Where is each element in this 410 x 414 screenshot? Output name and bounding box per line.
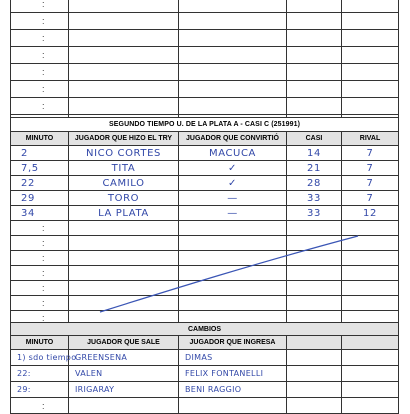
header-empty-2 <box>342 336 399 350</box>
header-change-minuto: MINUTO <box>11 336 69 350</box>
substitution-row <box>11 382 399 398</box>
score-cell-rival <box>342 191 399 206</box>
score-cell-try <box>69 206 179 221</box>
empty-cell <box>287 81 342 98</box>
minute-colon: : <box>42 67 45 77</box>
empty-cell <box>69 0 179 13</box>
score-value-conv: ✓ <box>228 177 237 189</box>
score-cell-casi <box>287 251 342 266</box>
score-cell-casi <box>287 161 342 176</box>
substitution-value-ingresa: BENI RAGGIO <box>185 385 242 394</box>
score-cell-conv <box>179 221 287 236</box>
minute-colon: : <box>42 0 45 9</box>
score-cell-conv <box>179 236 287 251</box>
score-cell-casi <box>287 266 342 281</box>
score-value-try: TORO <box>107 192 140 204</box>
score-value-conv: ✓ <box>228 162 237 174</box>
empty-cell <box>342 13 399 30</box>
score-cell-casi <box>287 206 342 221</box>
empty-cell <box>69 64 179 81</box>
score-cell-minuto <box>11 296 69 311</box>
score-row <box>11 161 399 176</box>
score-row <box>11 266 399 281</box>
score-cell-rival <box>342 281 399 296</box>
score-value-minuto: : <box>42 238 45 248</box>
score-value-minuto: 2 <box>21 147 28 159</box>
score-cell-conv <box>179 146 287 161</box>
first-half-blank-table <box>10 0 399 132</box>
first-half-row <box>11 98 399 115</box>
empty-cell <box>179 0 287 13</box>
score-cell-conv <box>179 161 287 176</box>
second-half-table <box>10 117 399 326</box>
substitutions-table <box>10 322 399 414</box>
substitution-value-minuto: 1) sdo tiempo <box>17 353 77 362</box>
empty-cell <box>287 398 342 414</box>
empty-cell <box>69 30 179 47</box>
score-cell-minuto <box>11 236 69 251</box>
header-ingresa: JUGADOR QUE INGRESA <box>179 336 287 350</box>
empty-cell <box>342 47 399 64</box>
score-row <box>11 191 399 206</box>
score-cell-casi <box>287 191 342 206</box>
score-cell-rival <box>342 221 399 236</box>
first-half-row <box>11 47 399 64</box>
empty-cell <box>342 64 399 81</box>
score-cell-minuto <box>11 146 69 161</box>
score-row <box>11 296 399 311</box>
substitution-cell-ingresa <box>179 398 287 414</box>
score-value-minuto: : <box>42 283 45 293</box>
substitution-cell-ingresa <box>179 350 287 366</box>
score-cell-minuto <box>11 251 69 266</box>
empty-cell <box>287 98 342 115</box>
empty-cell <box>342 81 399 98</box>
score-value-minuto: : <box>42 223 45 233</box>
empty-cell <box>342 398 399 414</box>
score-value-conv: — <box>227 192 238 204</box>
score-cell-conv <box>179 281 287 296</box>
empty-cell <box>342 0 399 13</box>
empty-cell <box>342 30 399 47</box>
empty-cell <box>11 47 69 64</box>
score-cell-casi <box>287 176 342 191</box>
minute-colon: : <box>42 50 45 60</box>
score-cell-minuto <box>11 161 69 176</box>
empty-cell <box>342 366 399 382</box>
empty-cell <box>179 47 287 64</box>
empty-cell <box>69 98 179 115</box>
score-cell-try <box>69 146 179 161</box>
substitution-row <box>11 366 399 382</box>
substitution-row <box>11 398 399 414</box>
substitution-value-ingresa: FELIX FONTANELLI <box>185 369 264 378</box>
score-value-minuto: 22 <box>21 177 35 189</box>
substitution-row <box>11 350 399 366</box>
header-empty-1 <box>287 336 342 350</box>
score-value-rival: 7 <box>366 147 374 159</box>
empty-cell <box>287 382 342 398</box>
score-value-minuto: 29 <box>21 192 35 204</box>
score-cell-try <box>69 161 179 176</box>
score-cell-conv <box>179 191 287 206</box>
empty-cell <box>287 0 342 13</box>
score-cell-conv <box>179 251 287 266</box>
empty-cell <box>342 350 399 366</box>
empty-cell <box>287 64 342 81</box>
minute-colon: : <box>42 84 45 94</box>
score-cell-conv <box>179 176 287 191</box>
substitution-cell-sale <box>69 350 179 366</box>
first-half-row <box>11 30 399 47</box>
score-cell-casi <box>287 146 342 161</box>
header-casi: CASI <box>287 132 342 146</box>
score-cell-try <box>69 296 179 311</box>
score-value-conv: MACUCA <box>208 147 257 159</box>
score-value-rival: 12 <box>363 207 377 219</box>
score-cell-minuto <box>11 266 69 281</box>
substitution-cell-ingresa <box>179 366 287 382</box>
score-cell-rival <box>342 146 399 161</box>
header-minuto: MINUTO <box>11 132 69 146</box>
empty-cell <box>11 64 69 81</box>
empty-cell <box>287 350 342 366</box>
score-cell-rival <box>342 176 399 191</box>
score-row <box>11 236 399 251</box>
empty-cell <box>287 30 342 47</box>
empty-cell <box>69 81 179 98</box>
substitution-cell-sale <box>69 398 179 414</box>
score-value-try: TITA <box>111 162 136 174</box>
score-cell-rival <box>342 206 399 221</box>
score-value-conv: — <box>227 207 238 219</box>
first-half-row <box>11 64 399 81</box>
substitution-cell-minuto <box>11 350 77 366</box>
empty-cell <box>11 81 69 98</box>
empty-cell <box>69 13 179 30</box>
score-value-try: NICO CORTES <box>86 147 161 159</box>
score-value-casi: 28 <box>307 177 321 189</box>
empty-cell <box>11 0 69 13</box>
score-value-minuto: : <box>42 298 45 308</box>
first-half-row <box>11 0 399 13</box>
first-half-row <box>11 81 399 98</box>
score-cell-rival <box>342 236 399 251</box>
empty-cell <box>342 98 399 115</box>
score-cell-rival <box>342 266 399 281</box>
score-cell-rival <box>342 161 399 176</box>
score-value-minuto: 7,5 <box>21 162 39 174</box>
score-row <box>11 281 399 296</box>
minute-colon: : <box>42 16 45 26</box>
score-value-rival: 7 <box>366 162 374 174</box>
score-row <box>11 146 399 161</box>
score-cell-try <box>69 281 179 296</box>
score-value-casi: 21 <box>307 162 321 174</box>
score-cell-minuto <box>11 281 69 296</box>
empty-cell <box>179 98 287 115</box>
substitution-cell-sale <box>69 382 179 398</box>
score-cell-rival <box>342 296 399 311</box>
header-sale: JUGADOR QUE SALE <box>69 336 179 350</box>
score-value-try: LA PLATA <box>98 207 149 219</box>
substitutions-title: CAMBIOS <box>11 323 399 336</box>
score-cell-rival <box>342 251 399 266</box>
score-value-casi: 33 <box>307 207 321 219</box>
score-value-minuto: 34 <box>21 207 35 219</box>
header-try: JUGADOR QUE HIZO EL TRY <box>69 132 179 146</box>
empty-cell <box>179 13 287 30</box>
score-cell-try <box>69 236 179 251</box>
empty-cell <box>287 13 342 30</box>
score-cell-casi <box>287 221 342 236</box>
empty-cell <box>11 30 69 47</box>
second-half-title: SEGUNDO TIEMPO U. DE LA PLATA A - CASI C (251991) <box>11 118 399 132</box>
substitution-value-minuto: : <box>42 400 45 411</box>
score-cell-casi <box>287 236 342 251</box>
score-value-minuto: : <box>42 253 45 263</box>
score-value-try: CAMILO <box>102 177 145 189</box>
score-cell-try <box>69 251 179 266</box>
score-cell-conv <box>179 296 287 311</box>
score-cell-casi <box>287 296 342 311</box>
score-row <box>11 251 399 266</box>
score-value-minuto: : <box>42 268 45 278</box>
score-value-minuto: : <box>42 313 45 323</box>
score-cell-try <box>69 266 179 281</box>
score-row <box>11 206 399 221</box>
substitution-cell-sale <box>69 366 179 382</box>
empty-cell <box>179 30 287 47</box>
score-cell-conv <box>179 266 287 281</box>
minute-colon: : <box>42 33 45 43</box>
first-half-row <box>11 13 399 30</box>
score-value-rival: 7 <box>366 192 374 204</box>
score-cell-try <box>69 191 179 206</box>
empty-cell <box>179 64 287 81</box>
empty-cell <box>11 98 69 115</box>
substitution-cell-ingresa <box>179 382 287 398</box>
substitution-cell-minuto <box>11 366 69 382</box>
empty-cell <box>287 366 342 382</box>
header-rival: RIVAL <box>342 132 399 146</box>
minute-colon: : <box>42 101 45 111</box>
empty-cell <box>179 81 287 98</box>
substitution-value-sale: GREENSENA <box>75 353 128 362</box>
score-cell-minuto <box>11 191 69 206</box>
empty-cell <box>342 382 399 398</box>
score-cell-try <box>69 176 179 191</box>
score-row <box>11 176 399 191</box>
substitution-value-ingresa: DIMAS <box>185 353 213 362</box>
empty-cell <box>287 47 342 64</box>
score-cell-minuto <box>11 206 69 221</box>
score-value-casi: 14 <box>307 147 321 159</box>
substitution-value-minuto: 29: <box>17 385 31 394</box>
score-cell-minuto <box>11 221 69 236</box>
score-value-casi: 33 <box>307 192 321 204</box>
score-cell-try <box>69 221 179 236</box>
substitution-value-sale: VALEN <box>75 369 103 378</box>
header-conversion: JUGADOR QUE CONVIRTIÓ <box>179 132 287 146</box>
score-value-rival: 7 <box>366 177 374 189</box>
score-cell-conv <box>179 206 287 221</box>
score-row <box>11 221 399 236</box>
empty-cell <box>69 47 179 64</box>
substitution-value-sale: IRIGARAY <box>75 385 115 394</box>
empty-cell <box>11 13 69 30</box>
substitution-value-minuto: 22: <box>17 369 31 378</box>
substitution-cell-minuto <box>11 382 69 398</box>
substitution-cell-minuto <box>11 398 69 414</box>
score-cell-minuto <box>11 176 69 191</box>
score-cell-casi <box>287 281 342 296</box>
